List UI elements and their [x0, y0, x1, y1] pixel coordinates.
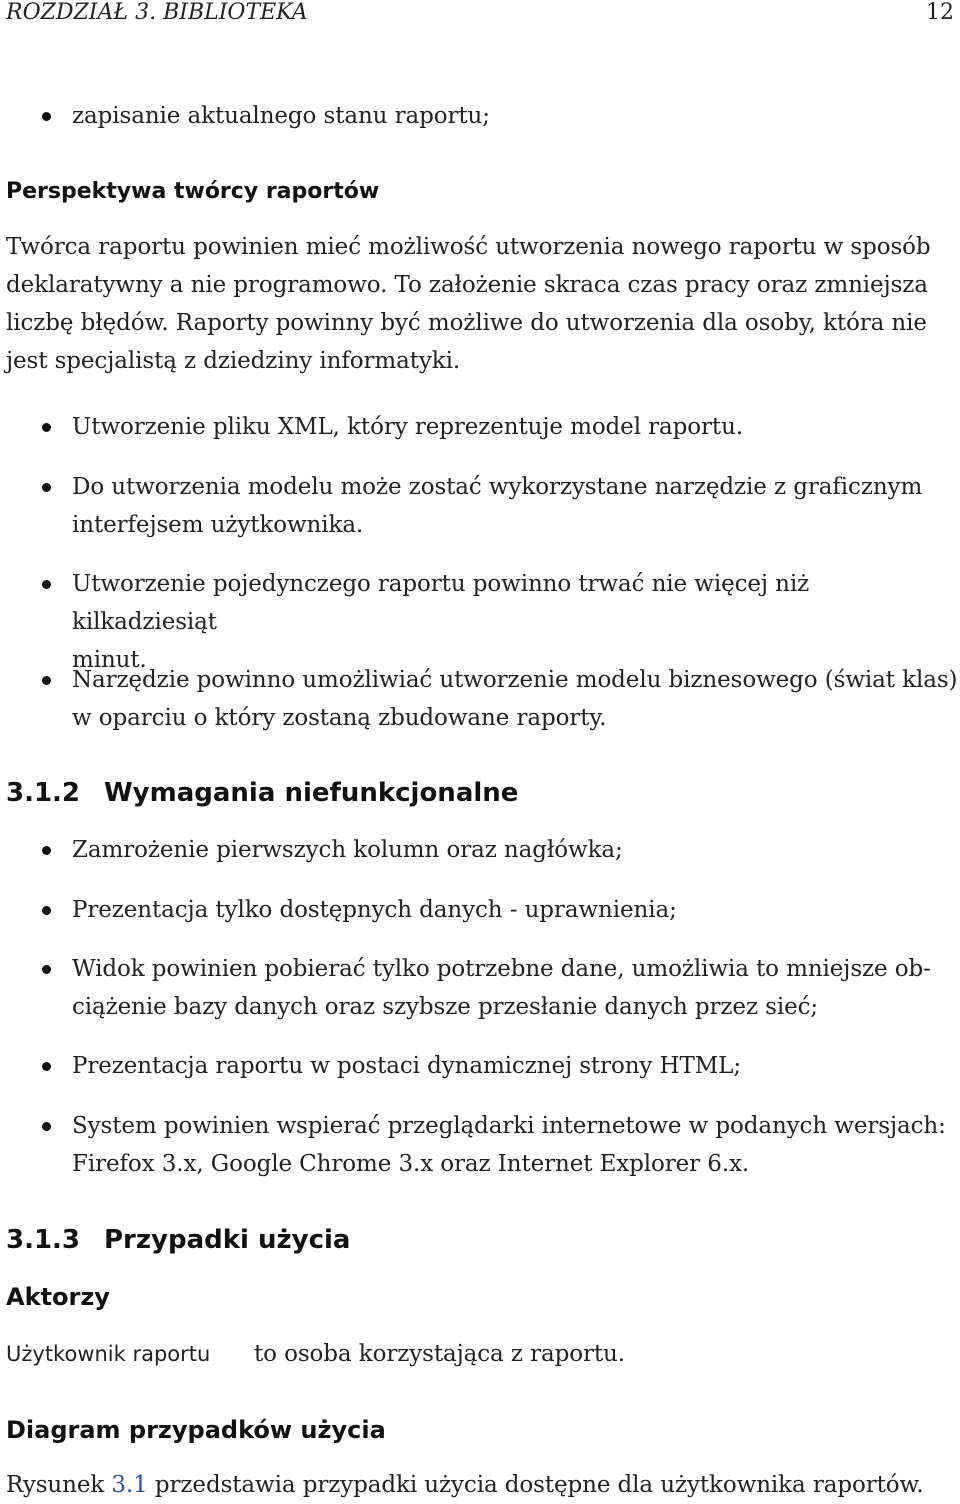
list-item-text: Widok powinien pobierać tylko potrzebne dane, umożliwia to mniejsze ob-: [72, 956, 931, 982]
paragraph-line: Twórca raportu powinien mieć możliwość utworzenia nowego raportu w sposób: [6, 234, 931, 260]
list-item: [72, 950, 958, 1026]
list-item-text: Utworzenie pojedynczego raportu powinno trwać nie więcej niż kilkadziesiąt: [72, 571, 810, 635]
bullet-icon: [42, 423, 51, 432]
paragraph-text: przedstawia przypadki użycia dostępne dla użytkownika raportów.: [147, 1472, 924, 1498]
diagram-paragraph: [6, 1466, 958, 1504]
list-item-text: ciążenie bazy danych oraz szybsze przesłanie danych przez sieć;: [72, 994, 819, 1020]
list-item: [72, 97, 958, 135]
bullet-icon: [42, 112, 51, 121]
section-heading-nonfunctional: [6, 775, 518, 811]
list-item: [72, 831, 958, 869]
report-creator-heading: Perspektywa twórcy raportów: [6, 179, 380, 204]
list-item-text: zapisanie aktualnego stanu raportu;: [72, 103, 490, 129]
actors-heading: Aktorzy: [6, 1283, 110, 1311]
bullet-icon: [42, 1122, 51, 1131]
paragraph-text: Rysunek: [6, 1472, 112, 1498]
list-item: [72, 1047, 958, 1085]
list-item: [72, 661, 958, 737]
section-title: Wymagania niefunkcjonalne: [104, 778, 519, 808]
list-item: [72, 408, 958, 446]
bullet-icon: [42, 846, 51, 855]
list-item-text: w oparciu o który zostaną zbudowane raporty.: [72, 705, 607, 731]
list-item-text: Do utworzenia modelu może zostać wykorzystane narzędzie z graficznym: [72, 474, 923, 500]
bullet-icon: [42, 1062, 51, 1071]
bullet-icon: [42, 676, 51, 685]
figure-reference-link[interactable]: 3.1: [111, 1472, 148, 1498]
list-item-text: Utworzenie pliku XML, który reprezentuje model raportu.: [72, 414, 744, 440]
section-number: 3.1.2: [6, 778, 81, 808]
running-header: [6, 0, 954, 29]
list-item-text: Zamrożenie pierwszych kolumn oraz nagłówka;: [72, 837, 623, 863]
report-creator-paragraph: [6, 228, 958, 380]
bullet-icon: [42, 483, 51, 492]
section-heading-use-cases: [6, 1222, 350, 1258]
actor-definition: to osoba korzystająca z raportu.: [254, 1341, 625, 1367]
actor-term: Użytkownik raportu: [6, 1342, 211, 1366]
chapter-title: ROZDZIAŁ 3. BIBLIOTEKA: [6, 0, 308, 25]
section-number: 3.1.3: [6, 1225, 81, 1255]
section-title: Przypadki użycia: [104, 1225, 351, 1255]
list-item-text: Firefox 3.x, Google Chrome 3.x oraz Internet Explorer 6.x.: [72, 1151, 750, 1177]
list-item-text: System powinien wspierać przeglądarki internetowe w podanych wersjach:: [72, 1113, 946, 1139]
paragraph-line: deklaratywny a nie programowo. To założenie skraca czas pracy oraz zmniejsza: [6, 272, 928, 298]
paragraph-line: liczbę błędów. Raporty powinny być możliwe do utworzenia dla osoby, która nie: [6, 310, 927, 336]
bullet-icon: [42, 965, 51, 974]
diagram-heading: Diagram przypadków użycia: [6, 1416, 386, 1444]
list-item-text: interfejsem użytkownika.: [72, 512, 364, 538]
list-item: [72, 1107, 958, 1183]
page-number: 12: [926, 0, 954, 25]
list-item-text: minut.: [72, 647, 147, 673]
list-item: [72, 468, 958, 544]
bullet-icon: [42, 906, 51, 915]
list-item-text: Prezentacja tylko dostępnych danych - uprawnienia;: [72, 897, 677, 923]
list-item: [72, 891, 958, 929]
list-item-text: Narzędzie powinno umożliwiać utworzenie modelu biznesowego (świat klas): [72, 667, 958, 693]
bullet-icon: [42, 580, 51, 589]
list-item-text: Prezentacja raportu w postaci dynamicznej strony HTML;: [72, 1053, 741, 1079]
paragraph-line: jest specjalistą z dziedziny informatyki.: [6, 348, 461, 374]
